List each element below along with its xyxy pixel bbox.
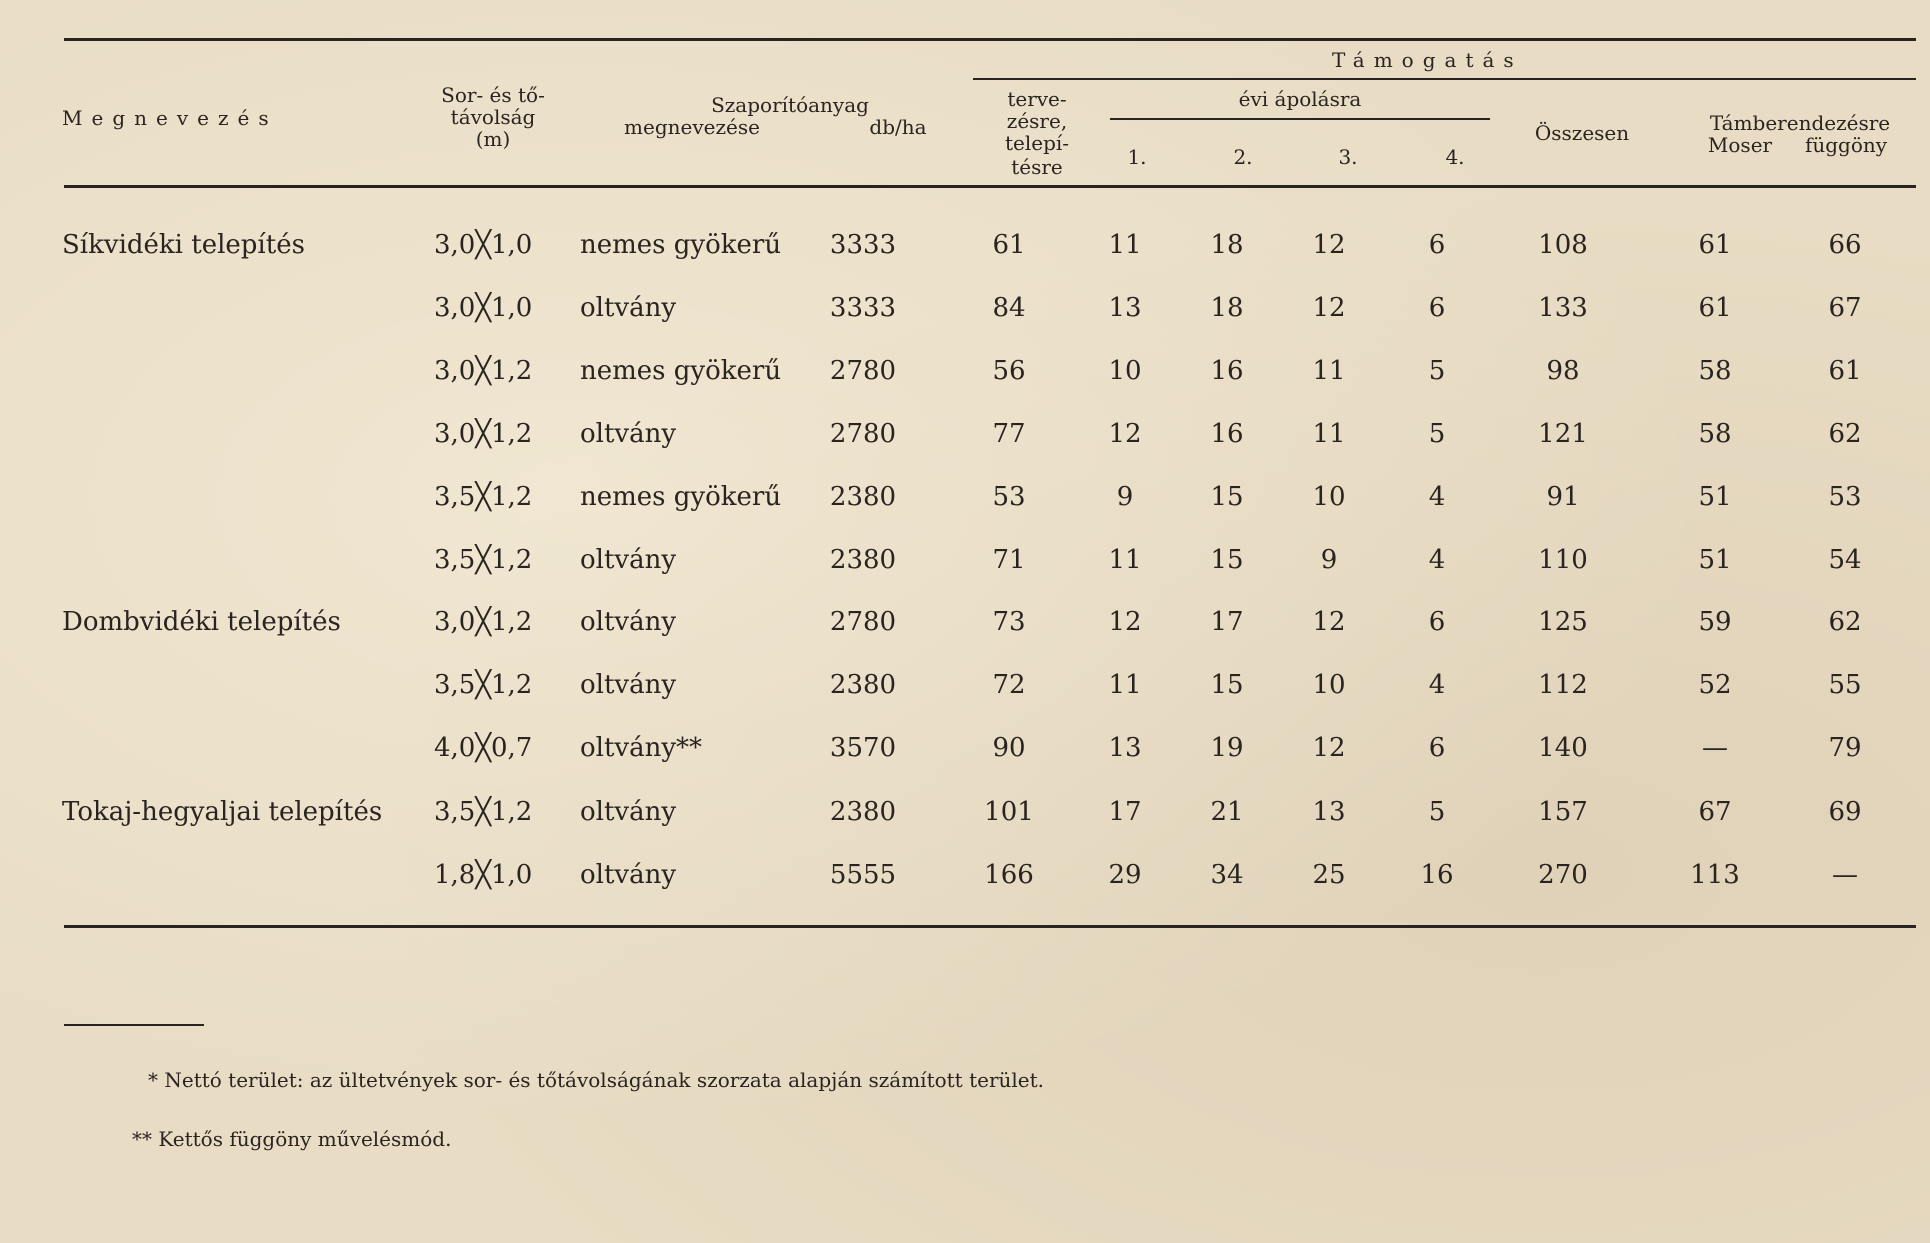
row-osszesen: 112 [1538,670,1588,700]
row-dbha: 5555 [829,860,897,890]
row-spacing: 3,0╳1,2 [434,356,533,386]
row-moser: 51 [1698,482,1732,512]
row-year-1: 13 [1108,293,1142,323]
row-year-2: 15 [1210,670,1244,700]
row-osszesen: 270 [1538,860,1588,890]
row-fuggony: 66 [1828,230,1862,260]
row-year-4: 4 [1428,670,1446,700]
row-osszesen: 140 [1538,733,1588,763]
row-year-3: 12 [1312,607,1346,637]
row-dbha: 2780 [829,356,897,386]
row-year-1: 17 [1108,797,1142,827]
row-spacing: 3,0╳1,2 [434,607,533,637]
table-bottom-rule [64,925,1916,928]
row-year-2: 19 [1210,733,1244,763]
row-material: oltvány [580,797,677,827]
header-terv-line2: zésre, [1006,109,1068,133]
tamogatas-rule [973,78,1916,80]
row-year-1: 12 [1108,607,1142,637]
row-year-1: 11 [1108,230,1142,260]
footnote-1: * Nettó terület: az ültetvények sor- és tőtávolságának szorzata alapján számított terület. [148,1068,1045,1092]
row-moser: 113 [1690,860,1740,890]
evi-apolasra-rule [1110,118,1490,120]
row-material: oltvány [580,670,677,700]
header-year-3: 3. [1338,145,1358,169]
row-year-4: 4 [1428,482,1446,512]
row-material: oltvány [580,419,677,449]
row-tervezesre: 72 [992,670,1026,700]
row-year-2: 18 [1210,230,1244,260]
row-tervezesre: 71 [992,545,1026,575]
row-fuggony: 62 [1828,419,1862,449]
header-year-4: 4. [1445,145,1465,169]
row-osszesen: 157 [1538,797,1588,827]
row-osszesen: 125 [1538,607,1588,637]
row-fuggony: 54 [1828,545,1862,575]
header-megnevezes: Megnevezés [62,106,278,130]
row-spacing: 1,8╳1,0 [434,860,533,890]
row-osszesen: 133 [1538,293,1588,323]
row-year-3: 12 [1312,733,1346,763]
row-moser: 61 [1698,230,1732,260]
row-year-2: 34 [1210,860,1244,890]
header-osszesen: Összesen [1534,121,1630,145]
row-osszesen: 108 [1538,230,1588,260]
row-spacing: 3,0╳1,0 [434,293,533,323]
row-year-3: 11 [1312,356,1346,386]
row-year-2: 18 [1210,293,1244,323]
header-szap-line1: Szaporítóanyag [711,93,869,117]
row-dbha: 2380 [829,482,897,512]
row-material: nemes gyökerű [580,230,782,260]
row-year-3: 13 [1312,797,1346,827]
row-year-2: 16 [1210,419,1244,449]
row-tervezesre: 77 [992,419,1026,449]
row-fuggony: 79 [1828,733,1862,763]
row-year-1: 11 [1108,670,1142,700]
row-year-4: 5 [1428,356,1446,386]
row-year-3: 11 [1312,419,1346,449]
row-year-4: 6 [1428,293,1446,323]
row-dbha: 2380 [829,797,897,827]
header-year-2: 2. [1233,145,1253,169]
row-spacing: 3,0╳1,2 [434,419,533,449]
row-osszesen: 98 [1546,356,1580,386]
row-tervezesre: 61 [992,230,1026,260]
row-year-3: 9 [1320,545,1338,575]
header-tamogatas: Támogatás [1332,48,1523,72]
row-spacing: 3,5╳1,2 [434,797,533,827]
row-year-4: 5 [1428,797,1446,827]
table-top-rule [64,38,1916,41]
header-sor-line3: (m) [475,127,511,151]
row-dbha: 3333 [829,230,897,260]
row-tervezesre: 84 [992,293,1026,323]
row-dbha: 3333 [829,293,897,323]
row-tervezesre: 53 [992,482,1026,512]
row-spacing: 3,5╳1,2 [434,482,533,512]
row-tervezesre: 73 [992,607,1026,637]
row-material: oltvány** [580,733,703,763]
row-year-1: 10 [1108,356,1142,386]
header-tamberendezesre: Támberendezésre [1709,111,1891,135]
row-year-1: 13 [1108,733,1142,763]
footnote-separator [64,1024,204,1026]
header-dbha: db/ha [869,115,927,139]
row-dbha: 2380 [829,545,897,575]
row-dbha: 2780 [829,607,897,637]
row-moser: 67 [1698,797,1732,827]
row-moser: 59 [1698,607,1732,637]
row-tervezesre: 56 [992,356,1026,386]
row-year-2: 17 [1210,607,1244,637]
row-year-3: 12 [1312,293,1346,323]
row-fuggony: 53 [1828,482,1862,512]
row-megnevezes: Síkvidéki telepítés [62,230,305,260]
row-tervezesre: 166 [984,860,1034,890]
row-megnevezes: Dombvidéki telepítés [62,607,341,637]
row-year-4: 6 [1428,607,1446,637]
header-moser: Moser [1707,133,1773,157]
row-year-4: 6 [1428,733,1446,763]
row-osszesen: 110 [1538,545,1588,575]
header-terv-line3: telepí- [1004,131,1070,155]
row-megnevezes: Tokaj-hegyaljai telepítés [62,797,383,827]
row-fuggony: 69 [1828,797,1862,827]
header-terv-line1: terve- [1007,87,1067,111]
row-material: oltvány [580,860,677,890]
row-year-4: 6 [1428,230,1446,260]
row-spacing: 4,0╳0,7 [434,733,533,763]
row-spacing: 3,5╳1,2 [434,670,533,700]
row-year-1: 9 [1116,482,1134,512]
row-spacing: 3,0╳1,0 [434,230,533,260]
row-moser: 58 [1698,356,1732,386]
row-material: oltvány [580,607,677,637]
header-terv-line4: tésre [1011,155,1063,179]
row-year-4: 4 [1428,545,1446,575]
row-year-2: 16 [1210,356,1244,386]
row-material: nemes gyökerű [580,482,782,512]
row-osszesen: 91 [1546,482,1580,512]
row-year-1: 11 [1108,545,1142,575]
header-bottom-rule [64,185,1916,188]
row-moser: 52 [1698,670,1732,700]
footnote-2: ** Kettős függöny művelésmód. [132,1127,452,1151]
row-moser: 58 [1698,419,1732,449]
row-moser: — [1702,733,1728,763]
row-fuggony: 55 [1828,670,1862,700]
row-year-1: 12 [1108,419,1142,449]
row-year-2: 15 [1210,482,1244,512]
row-year-3: 12 [1312,230,1346,260]
header-sor-line2: távolság [450,105,536,129]
row-spacing: 3,5╳1,2 [434,545,533,575]
header-fuggony: függöny [1804,133,1888,157]
row-fuggony: 62 [1828,607,1862,637]
row-fuggony: 61 [1828,356,1862,386]
header-year-1: 1. [1127,145,1147,169]
row-year-3: 10 [1312,670,1346,700]
row-fuggony: — [1832,860,1858,890]
row-tervezesre: 101 [984,797,1034,827]
row-fuggony: 67 [1828,293,1862,323]
row-material: oltvány [580,293,677,323]
row-year-2: 15 [1210,545,1244,575]
row-material: oltvány [580,545,677,575]
header-evi-apolasra: évi ápolásra [1238,87,1362,111]
header-szap-line2: megnevezése [624,115,760,139]
row-year-3: 10 [1312,482,1346,512]
row-moser: 51 [1698,545,1732,575]
row-dbha: 2780 [829,419,897,449]
row-year-4: 16 [1420,860,1454,890]
row-year-2: 21 [1210,797,1244,827]
header-sor-line1: Sor- és tő- [441,83,545,107]
row-year-1: 29 [1108,860,1142,890]
row-tervezesre: 90 [992,733,1026,763]
row-dbha: 3570 [829,733,897,763]
row-osszesen: 121 [1538,419,1588,449]
row-year-4: 5 [1428,419,1446,449]
row-moser: 61 [1698,293,1732,323]
row-year-3: 25 [1312,860,1346,890]
row-dbha: 2380 [829,670,897,700]
row-material: nemes gyökerű [580,356,782,386]
